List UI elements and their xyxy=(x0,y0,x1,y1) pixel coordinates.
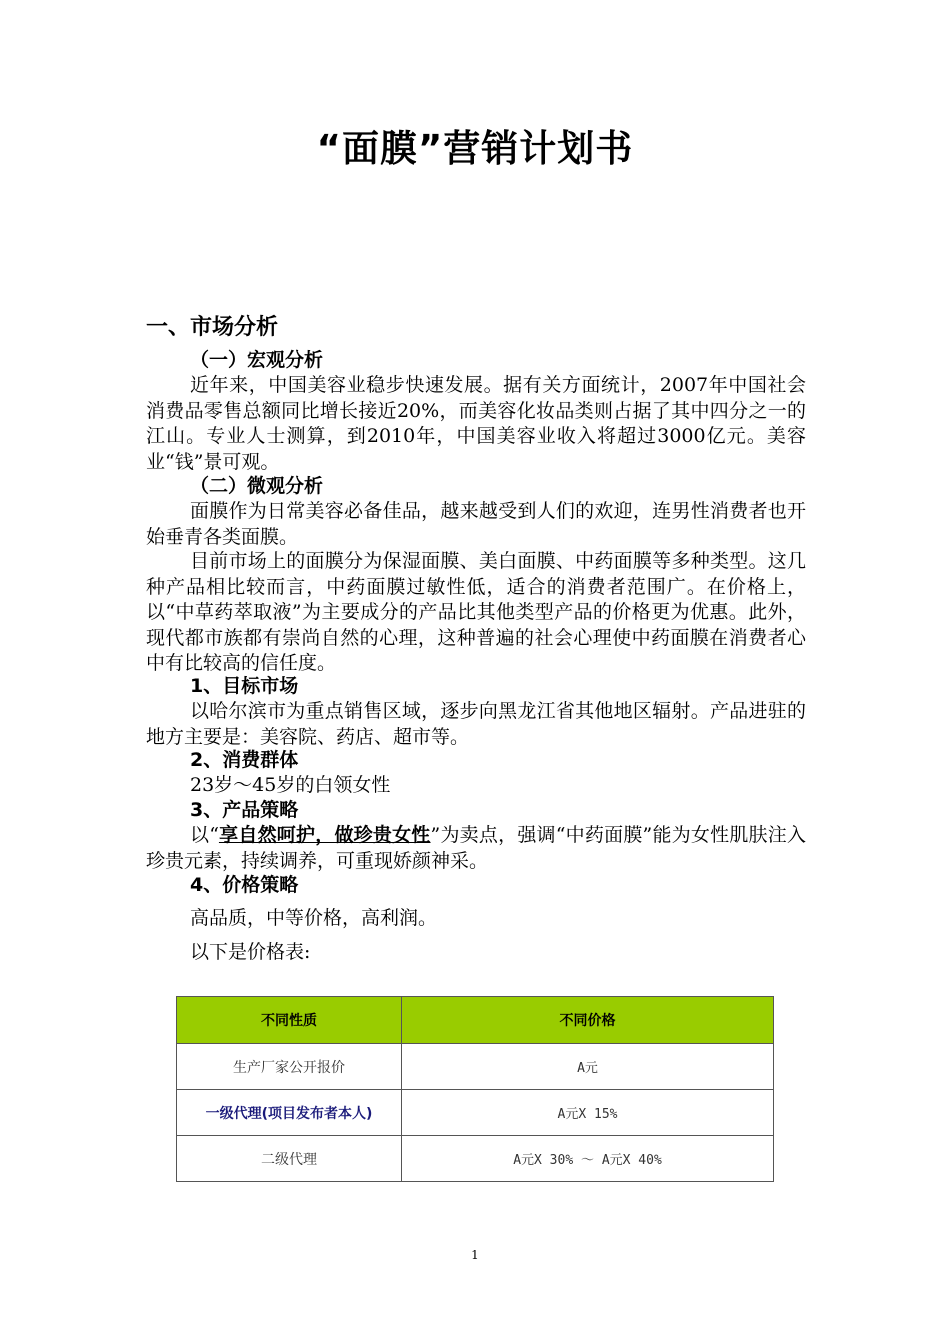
product-slogan: 享自然呵护，做珍贵女性 xyxy=(218,824,431,846)
product-text-post: ”为卖点，强调“中药面膜”能为女性肌肤注入珍贵元素，持续调养，可重现娇颜神采。 xyxy=(146,824,806,872)
product-strategy-text xyxy=(146,823,806,874)
micro-analysis-text-2: 目前市场上的面膜分为保湿面膜、美白面膜、中药面膜等多种类型。这几种产品相比较而言，中药面膜过敏性低，适合的消费者范围广。在价格上，以“中草药萃取液”为主要成分的产品比其他类型产品的价格更为优惠。此外，现代都市族都有崇尚自然的心理，这种普遍的社会心理使中药面膜在消费者心中有比较高的信任度。 xyxy=(146,550,806,674)
price-strategy-heading: 4、价格策略 xyxy=(190,874,299,896)
target-market-text: 以哈尔滨市为重点销售区域，逐步向黑龙江省其他地区辐射。产品进驻的地方主要是：美容院、药店、超市等。 xyxy=(146,700,806,748)
table-cell: 生产厂家公开报价 xyxy=(177,1044,402,1090)
product-text-pre: 以“ xyxy=(190,824,219,846)
page-number: 1 xyxy=(471,1248,479,1262)
micro-analysis-heading: （二）微观分析 xyxy=(190,475,324,497)
table-cell: A元X 15% xyxy=(402,1090,774,1136)
macro-analysis-text: 近年来，中国美容业稳步快速发展。据有关方面统计，2007年中国社会消费品零售总额同比增长接近20%，而美容化妆品类则占据了其中四分之一的江山。专业人士测算，到2010年，中国美容业收入将超过3000亿元。美容业“钱”景可观。 xyxy=(146,374,806,473)
table-header-nature: 不同性质 xyxy=(177,997,402,1044)
consumer-group-heading: 2、消费群体 xyxy=(190,749,299,771)
table-row xyxy=(177,1044,774,1090)
table-row xyxy=(177,1136,774,1182)
table-cell: 一级代理(项目发布者本人) xyxy=(177,1090,402,1136)
table-cell: 二级代理 xyxy=(177,1136,402,1182)
table-cell: A元X 30% ～ A元X 40% xyxy=(402,1136,774,1182)
price-strategy-text: 高品质，中等价格，高利润。 xyxy=(190,907,438,929)
document-title: “面膜”营销计划书 xyxy=(316,127,634,170)
price-table xyxy=(176,996,774,1182)
table-row xyxy=(177,1090,774,1136)
micro-analysis-text-1: 面膜作为日常美容必备佳品，越来越受到人们的欢迎，连男性消费者也开始垂青各类面膜。 xyxy=(146,500,806,548)
table-header-price: 不同价格 xyxy=(402,997,774,1044)
consumer-group-text: 23岁～45岁的白领女性 xyxy=(190,774,391,796)
table-header-row xyxy=(177,997,774,1044)
section-heading-market-analysis: 一、市场分析 xyxy=(146,315,279,340)
product-strategy-heading: 3、产品策略 xyxy=(190,799,299,821)
macro-analysis-heading: （一）宏观分析 xyxy=(190,349,324,371)
table-cell: A元 xyxy=(402,1044,774,1090)
target-market-heading: 1、目标市场 xyxy=(190,675,299,697)
price-table-intro: 以下是价格表: xyxy=(190,941,311,963)
